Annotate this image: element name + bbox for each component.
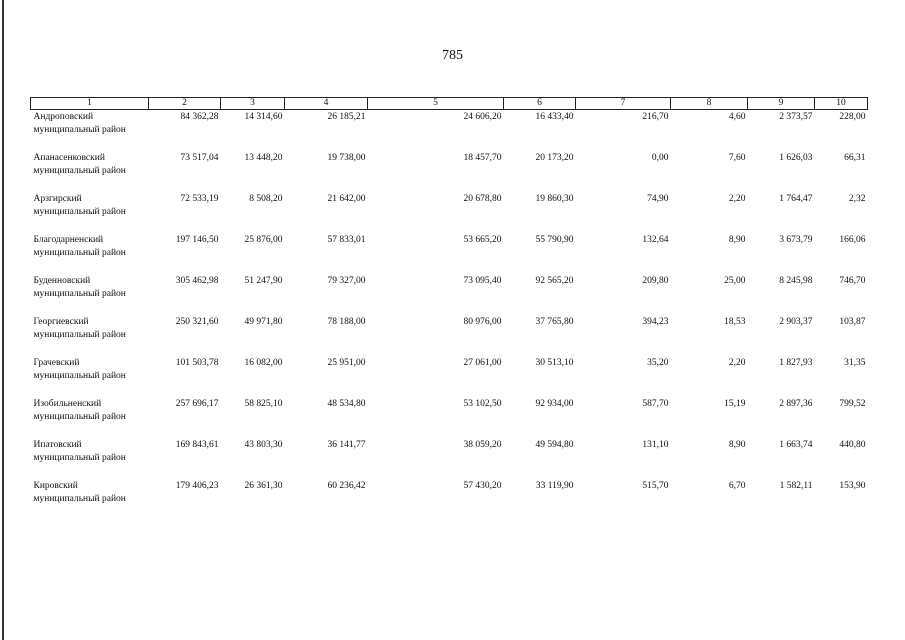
value-cell-8: 7,60 — [728, 153, 746, 163]
table-row — [31, 315, 868, 356]
district-type: муниципальный район — [33, 207, 126, 217]
district-name: Изобильненский — [33, 399, 102, 409]
value-cell-9: 2 903,37 — [779, 317, 813, 327]
district-type: муниципальный район — [33, 453, 126, 463]
district-name-cell — [31, 151, 149, 192]
value-cell-5: 38 059,20 — [463, 440, 502, 450]
district-type: муниципальный район — [33, 494, 126, 504]
table-header — [31, 98, 868, 110]
value-cell-5: 80 976,00 — [463, 317, 502, 327]
value-cell-9: 2 897,36 — [779, 399, 813, 409]
value-cell-4: 21 642,00 — [327, 194, 366, 204]
value-cell-9: 8 245,98 — [779, 276, 813, 286]
header-cell-7: 7 — [576, 98, 671, 110]
table-row — [31, 192, 868, 233]
table-row — [31, 438, 868, 479]
district-type: муниципальный район — [33, 330, 126, 340]
value-cell-8: 25,00 — [724, 276, 746, 286]
district-type: муниципальный район — [33, 166, 126, 176]
value-cell-4: 78 188,00 — [327, 317, 366, 327]
district-name: Благодарненский — [33, 235, 104, 245]
district-name: Буденновский — [33, 276, 91, 286]
value-cell-5: 24 606,20 — [463, 112, 502, 122]
district-name: Апанасенковский — [33, 153, 105, 163]
value-cell-2: 257 696,17 — [175, 399, 219, 409]
value-cell-10: 2,32 — [848, 194, 866, 204]
value-cell-5: 27 061,00 — [463, 358, 502, 368]
value-cell-2: 169 843,61 — [175, 440, 219, 450]
table-row — [31, 110, 868, 152]
value-cell-8: 8,90 — [728, 440, 746, 450]
value-cell-6: 49 594,80 — [535, 440, 574, 450]
value-cell-6: 92 565,20 — [535, 276, 574, 286]
value-cell-5: 18 457,70 — [463, 153, 502, 163]
value-cell-8: 18,53 — [724, 317, 746, 327]
value-cell-2: 197 146,50 — [175, 235, 219, 245]
value-cell-6: 92 934,00 — [535, 399, 574, 409]
value-cell-4: 36 141,77 — [327, 440, 366, 450]
value-cell-7: 132,64 — [642, 235, 669, 245]
value-cell-9: 1 663,74 — [779, 440, 813, 450]
district-name: Георгиевский — [33, 317, 89, 327]
value-cell-5: 53 102,50 — [463, 399, 502, 409]
table-row — [31, 397, 868, 438]
page-number: 785 — [442, 48, 463, 63]
value-cell-6: 19 860,30 — [535, 194, 574, 204]
header-cell-9: 9 — [748, 98, 815, 110]
district-type: муниципальный район — [33, 248, 126, 258]
value-cell-3: 13 448,20 — [244, 153, 283, 163]
value-cell-4: 26 185,21 — [327, 112, 366, 122]
value-cell-8: 4,60 — [728, 112, 746, 122]
value-cell-7: 394,23 — [642, 317, 669, 327]
table-row — [31, 151, 868, 192]
value-cell-3: 43 803,30 — [244, 440, 283, 450]
value-cell-3: 49 971,80 — [244, 317, 283, 327]
value-cell-3: 26 361,30 — [244, 481, 283, 491]
header-cell-2: 2 — [149, 98, 221, 110]
header-cell-8: 8 — [671, 98, 748, 110]
district-name-cell — [31, 438, 149, 479]
value-cell-10: 799,52 — [839, 399, 866, 409]
district-name-cell — [31, 274, 149, 315]
value-cell-2: 305 462,98 — [175, 276, 219, 286]
value-cell-7: 35,20 — [647, 358, 669, 368]
value-cell-7: 131,10 — [642, 440, 669, 450]
district-name-cell — [31, 110, 149, 152]
value-cell-7: 74,90 — [647, 194, 669, 204]
value-cell-2: 73 517,04 — [180, 153, 219, 163]
table-body — [31, 110, 868, 521]
value-cell-10: 103,87 — [839, 317, 866, 327]
value-cell-10: 228,00 — [839, 112, 866, 122]
value-cell-3: 58 825,10 — [244, 399, 283, 409]
value-cell-9: 1 626,03 — [779, 153, 813, 163]
value-cell-4: 48 534,80 — [327, 399, 366, 409]
header-cell-4: 4 — [285, 98, 368, 110]
value-cell-9: 1 582,11 — [779, 481, 813, 491]
district-type: муниципальный район — [33, 371, 126, 381]
value-cell-4: 25 951,00 — [327, 358, 366, 368]
district-name-cell — [31, 356, 149, 397]
value-cell-7: 515,70 — [642, 481, 669, 491]
value-cell-7: 216,70 — [642, 112, 669, 122]
value-cell-9: 1 764,47 — [779, 194, 813, 204]
value-cell-8: 2,20 — [728, 358, 746, 368]
value-cell-4: 19 738,00 — [327, 153, 366, 163]
value-cell-10: 153,90 — [839, 481, 866, 491]
scan-left-edge — [2, 0, 4, 640]
district-name: Арзгирский — [33, 194, 82, 204]
value-cell-3: 25 876,00 — [244, 235, 283, 245]
value-cell-9: 1 827,93 — [779, 358, 813, 368]
district-name-cell — [31, 315, 149, 356]
value-cell-4: 57 833,01 — [327, 235, 366, 245]
value-cell-10: 66,31 — [844, 153, 866, 163]
value-cell-7: 0,00 — [651, 153, 669, 163]
header-cell-3: 3 — [221, 98, 285, 110]
value-cell-5: 57 430,20 — [463, 481, 502, 491]
district-type: муниципальный район — [33, 125, 126, 135]
value-cell-2: 72 533,19 — [180, 194, 219, 204]
value-cell-6: 33 119,90 — [535, 481, 574, 491]
district-name-cell — [31, 192, 149, 233]
table-row — [31, 274, 868, 315]
value-cell-3: 14 314,60 — [244, 112, 283, 122]
value-cell-6: 37 765,80 — [535, 317, 574, 327]
district-name-cell — [31, 479, 149, 520]
budget-table — [30, 97, 868, 520]
value-cell-10: 440,80 — [839, 440, 866, 450]
value-cell-7: 587,70 — [642, 399, 669, 409]
district-type: муниципальный район — [33, 289, 126, 299]
value-cell-2: 101 503,78 — [175, 358, 219, 368]
value-cell-6: 55 790,90 — [535, 235, 574, 245]
value-cell-6: 20 173,20 — [535, 153, 574, 163]
value-cell-10: 746,70 — [839, 276, 866, 286]
district-name-cell — [31, 397, 149, 438]
value-cell-3: 51 247,90 — [244, 276, 283, 286]
value-cell-7: 209,80 — [642, 276, 669, 286]
value-cell-6: 30 513,10 — [535, 358, 574, 368]
district-name: Кировский — [33, 481, 78, 491]
district-name: Андроповский — [33, 112, 94, 122]
value-cell-5: 73 095,40 — [463, 276, 502, 286]
value-cell-2: 250 321,60 — [175, 317, 219, 327]
value-cell-9: 2 373,57 — [779, 112, 813, 122]
value-cell-4: 60 236,42 — [327, 481, 366, 491]
district-name: Грачевский — [33, 358, 80, 368]
header-cell-6: 6 — [504, 98, 576, 110]
value-cell-8: 15,19 — [724, 399, 746, 409]
value-cell-10: 166,06 — [839, 235, 866, 245]
table-row — [31, 479, 868, 520]
value-cell-3: 16 082,00 — [244, 358, 283, 368]
table-row — [31, 356, 868, 397]
value-cell-8: 6,70 — [728, 481, 746, 491]
value-cell-6: 16 433,40 — [535, 112, 574, 122]
value-cell-9: 3 673,79 — [779, 235, 813, 245]
district-name-cell — [31, 233, 149, 274]
value-cell-2: 84 362,28 — [180, 112, 219, 122]
value-cell-3: 8 508,20 — [249, 194, 283, 204]
value-cell-4: 79 327,00 — [327, 276, 366, 286]
value-cell-5: 20 678,80 — [463, 194, 502, 204]
header-cell-10: 10 — [815, 98, 868, 110]
header-cell-5: 5 — [368, 98, 504, 110]
value-cell-5: 53 665,20 — [463, 235, 502, 245]
value-cell-8: 8,90 — [728, 235, 746, 245]
value-cell-2: 179 406,23 — [175, 481, 219, 491]
value-cell-8: 2,20 — [728, 194, 746, 204]
value-cell-10: 31,35 — [844, 358, 866, 368]
table-row — [31, 233, 868, 274]
header-row — [31, 98, 868, 110]
district-type: муниципальный район — [33, 412, 126, 422]
header-cell-1: 1 — [31, 98, 149, 110]
district-name: Ипатовский — [33, 440, 82, 450]
